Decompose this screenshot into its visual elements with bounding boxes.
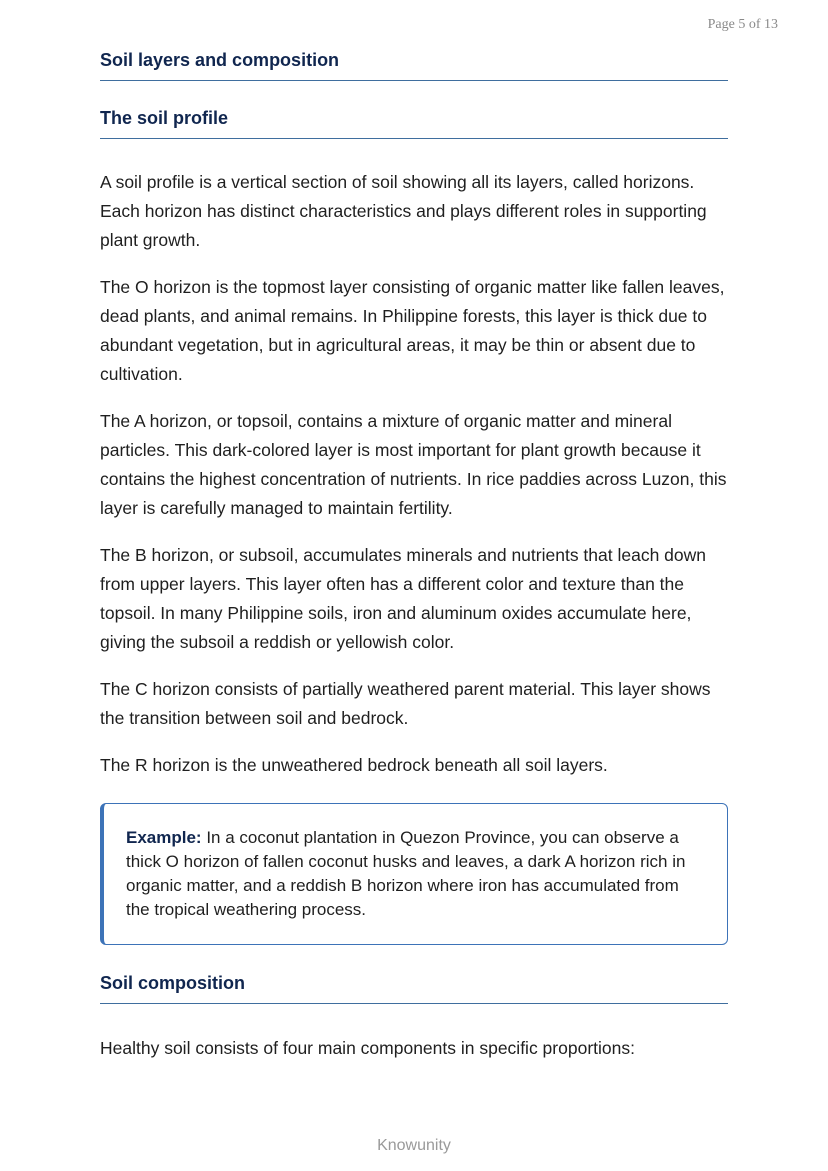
composition-intro: Healthy soil consists of four main components in specific proportions:: [100, 1038, 635, 1058]
soil-profile-paragraphs: [100, 168, 728, 780]
footer-brand: Knowunity: [377, 1137, 451, 1154]
paragraph-o-horizon: The O horizon is the topmost layer consisting of organic matter like fallen leaves, dead plants, and animal remains. In Philippine forests, this layer is thick due to abundant vegetation, but in agricultural areas, it may be thin or absent due to cultivation.: [100, 277, 725, 384]
page-number: Page 5 of 13: [707, 17, 778, 32]
paragraph-c-horizon: The C horizon consists of partially weathered parent material. This layer shows the transition between soil and bedrock.: [100, 679, 711, 728]
main-heading: Soil layers and composition: [100, 50, 728, 81]
soil-profile-heading: The soil profile: [100, 108, 728, 139]
paragraph-a-horizon: The A horizon, or topsoil, contains a mixture of organic matter and mineral particles. This dark-colored layer is most important for plant growth because it contains the highest concentration of nutrients. In rice paddies across Luzon, this layer is carefully managed to maintain fertility.: [100, 411, 727, 518]
example-body: In a coconut plantation in Quezon Province, you can observe a thick O horizon of fallen coconut husks and leaves, a dark A horizon rich in organic matter, and a reddish B horizon where iron has accumulated from the tropical weathering process.: [126, 828, 686, 919]
soil-composition-heading: Soil composition: [100, 973, 728, 1004]
paragraph-r-horizon: The R horizon is the unweathered bedrock beneath all soil layers.: [100, 755, 608, 775]
example-callout: [100, 803, 728, 945]
example-text: [126, 826, 703, 922]
example-label: Example:: [126, 828, 202, 847]
document-content: [100, 50, 728, 1081]
paragraph-b-horizon: The B horizon, or subsoil, accumulates minerals and nutrients that leach down from upper layers. This layer often has a different color and texture than the topsoil. In many Philippine soils, iron and aluminum oxides accumulate here, giving the subsoil a reddish or yellowish color.: [100, 545, 707, 652]
paragraph-soil-profile: A soil profile is a vertical section of soil showing all its layers, called horizons. Each horizon has distinct characteristics and plays different roles in supporting plant growth.: [100, 172, 707, 250]
